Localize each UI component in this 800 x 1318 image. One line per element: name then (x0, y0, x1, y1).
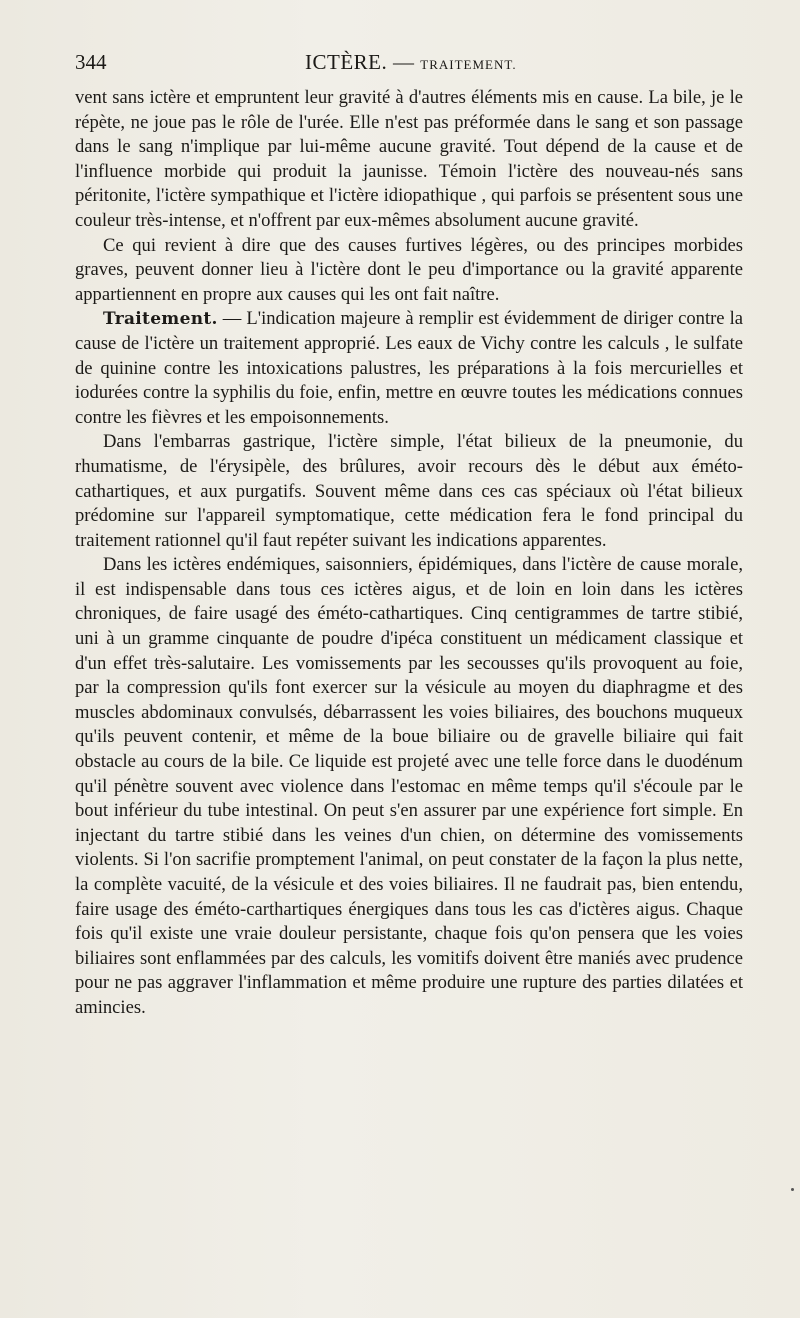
paragraph-treatment (75, 307, 743, 430)
scan-speck (791, 1188, 794, 1191)
section-heading: Traitement. (103, 309, 218, 330)
text-body (75, 86, 743, 1021)
title-separator: — (387, 50, 421, 74)
page-number: 344 (75, 50, 107, 74)
paragraph-text: — L'indication majeure à remplir est évidemment de diriger contre la cause de l'ictère un traitement approprié. Les eaux de Vichy contre les calculs , le sulfate de quinine contre les intoxications palustres, les préparations à la fois mercurielles et iodurées contre la syphilis du foie, enfin, mettre en œuvre toutes les médications connues contre les fièvres et les empoisonnements. (75, 308, 743, 428)
running-title (305, 50, 517, 75)
section-subtitle: TRAITEMENT. (420, 57, 517, 72)
running-header (75, 50, 745, 82)
paragraph: Dans l'embarras gastrique, l'ictère simple, l'état bilieux de la pneumonie, du rhumatisme, de l'érysipèle, des brûlures, avoir recours dès le début aux éméto-cathartiques, et aux purgatifs. Souvent même dans ces cas spéciaux où l'état bilieux prédomine sur l'appareil symptomatique, cette médication fera le fond principal du traitement rationnel qu'il faut repéter suivant les indications apparentes. (75, 431, 743, 551)
paragraph-continued: vent sans ictère et empruntent leur gravité à d'autres éléments mis en cause. La bile, je le répète, ne joue pas le rôle de l'urée. Elle n'est pas préformée dans le sang et son passage dans le sang n'implique par lui-même aucune gravité. Tout dépend de la cause et de l'influence morbide qui produit la jaunisse. Témoin l'ictère des nouveau-nés sans péritonite, l'ictère sympathique et l'ictère idiopathique , qui parfois se présentent sous une couleur très-intense, et n'offrent par eux-mêmes absolument aucune gravité. (75, 87, 743, 231)
paragraph: Ce qui revient à dire que des causes furtives légères, ou des principes morbides graves, peuvent donner lieu à l'ictère dont le peu d'importance ou la gravité apparente appartiennent en propre aux causes qui les ont fait naître. (75, 234, 743, 305)
chapter-title: ICTÈRE. (305, 50, 388, 74)
paragraph: Dans les ictères endémiques, saisonniers, épidémiques, dans l'ictère de cause morale, il est indispensable dans tous ces ictères aigus, et de loin en loin dans les ictères chroniques, de faire usagé des éméto-cathartiques. Cinq centigrammes de tartre stibié, uni à un gramme cinquante de poudre d'ipéca constituent un médicament classique et d'un effet très-salutaire. Les vomissements par les secousses qu'ils provoquent au foie, par la compression qu'ils font exercer sur la vésicule au moyen du diaphragme et des muscles abdominaux convulsés, débarrassent les voies biliaires, des bouchons muqueux qu'ils peuvent contenir, et même de la boue biliaire ou de gravelle biliaire qui fait obstacle au cours de la bile. Ce liquide est projeté avec une telle force dans le duodénum qu'il pénètre souvent avec violence dans l'estomac en même temps qu'il s'écoule par le bout inférieur du tube intestinal. On peut s'en assurer par une expérience fort simple. En injectant du tartre stibié dans les veines d'un chien, on détermine des vomissements violents. Si l'on sacrifie promptement l'animal, on peut constater de la façon la plus nette, la complète vacuité, de la vésicule et des voies biliaires. Il ne faudrait pas, bien entendu, faire usage des éméto-carthartiques énergiques dans tous les cas d'ictères aigus. Chaque fois qu'il existe une vraie douleur persistante, chaque fois qu'on pensera que les voies biliaires sont enflammées par des calculs, les vomitifs doivent être maniés avec prudence pour ne pas aggraver l'inflammation et même produire une rupture des parties dilatées et amincies. (75, 554, 743, 1018)
